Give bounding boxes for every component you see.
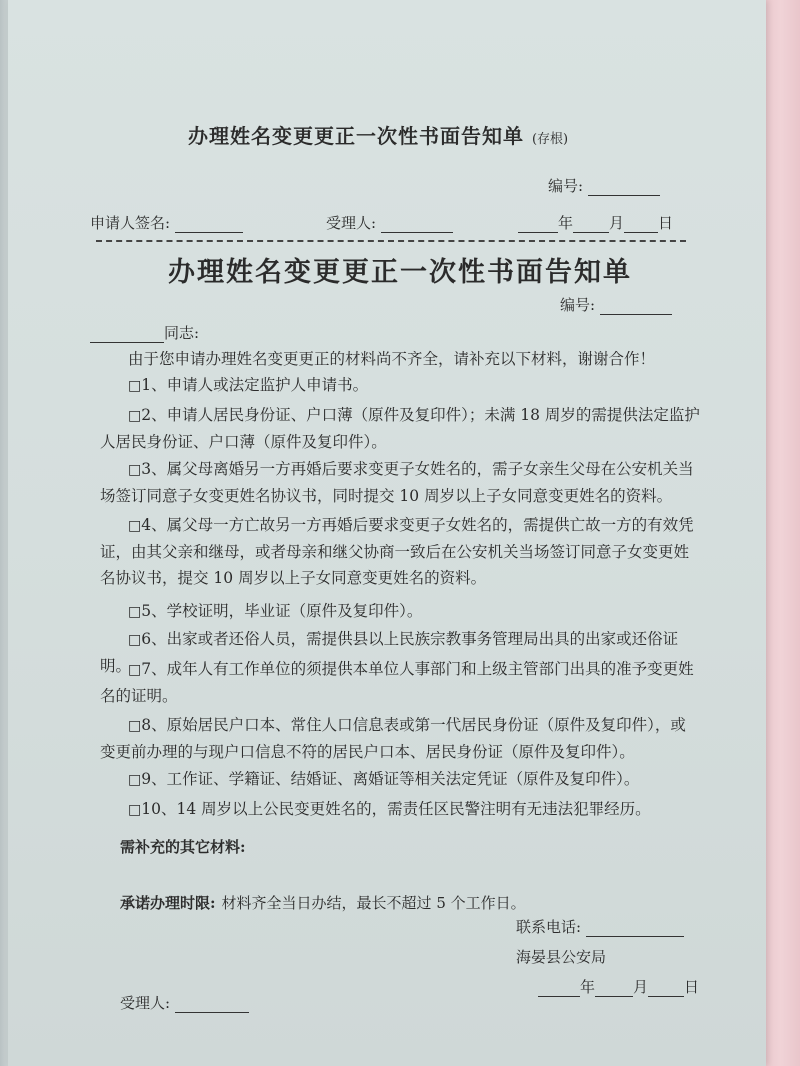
promise-text: 材料齐全当日办结，最长不超过 5 个工作日。 <box>221 894 526 912</box>
stub-title <box>188 120 568 149</box>
stub-month-blank <box>573 218 609 233</box>
item-text: 7、成年人有工作单位的须提供本单位人事部门和上级主管部门出具的准予变更姓名的证明。 <box>100 660 694 705</box>
notice-month-blank <box>595 982 633 997</box>
salutation-name-blank <box>90 328 164 343</box>
notice-handler-label: 受理人: <box>120 994 171 1012</box>
promise-label: 承诺办理时限: <box>120 894 216 912</box>
stub-title-text: 办理姓名变更更正一次性书面告知单 <box>188 124 524 148</box>
salutation <box>90 322 199 343</box>
list-item <box>100 402 700 455</box>
list-item <box>100 712 700 765</box>
list-item <box>100 766 700 793</box>
salutation-text: 同志: <box>164 324 200 342</box>
notice-year-label: 年 <box>580 978 596 996</box>
other-materials-label: 需补充的其它材料: <box>120 838 246 856</box>
checkbox-icon[interactable]: □ <box>128 772 142 788</box>
item-text: 2、申请人居民身份证、户口薄（原件及复印件）；未满 18 周岁的需提供法定监护人居民身份证、户口薄（原件及复印件）。 <box>100 406 700 451</box>
checkbox-icon[interactable]: □ <box>128 408 142 424</box>
stub-applicant-sign <box>90 212 243 233</box>
list-item <box>100 456 700 509</box>
checkbox-icon[interactable]: □ <box>128 378 142 394</box>
item-text: 5、学校证明，毕业证（原件及复印件）。 <box>141 602 423 620</box>
item-text: 4、属父母一方亡故另一方再婚后要求变更子女姓名的，需提供亡故一方的有效凭证，由其父亲和继母，或者母亲和继父协商一致后在公安机关当场签订同意子女变更姓名协议书，提交 10 周岁以上子女同意变更姓名的资料。 <box>100 516 694 587</box>
item-text: 9、工作证、学籍证、结婚证、离婚证等相关法定凭证（原件及复印件）。 <box>141 770 640 788</box>
item-text: 1、申请人或法定监护人申请书。 <box>141 376 369 394</box>
checkbox-icon[interactable]: □ <box>128 632 142 648</box>
checkbox-icon[interactable]: □ <box>128 604 142 620</box>
intro-paragraph: 由于您申请办理姓名变更更正的材料尚不齐全，请补充以下材料，谢谢合作！ <box>128 350 656 368</box>
checkbox-icon[interactable]: □ <box>128 462 142 478</box>
checkbox-icon[interactable]: □ <box>128 802 142 818</box>
item-text: 10、14 周岁以上公民变更姓名的，需责任区民警注明有无违法犯罪经历。 <box>141 800 651 818</box>
checkbox-icon[interactable]: □ <box>128 662 142 678</box>
phone-blank <box>586 922 684 937</box>
item-text: 8、原始居民户口本、常住人口信息表或第一代居民身份证（原件及复印件），或变更前办理的与现户口信息不符的居民户口本、居民身份证（原件及复印件）。 <box>100 716 686 761</box>
notice-title: 办理姓名变更更正一次性书面告知单 <box>168 257 632 288</box>
item-text: 6、出家或者还俗人员，需提供县以上民族宗教事务管理局出具的出家或还俗证明。 <box>100 630 679 675</box>
stub-year-blank <box>518 218 558 233</box>
stub-serial <box>548 175 660 196</box>
notice-handler <box>120 992 249 1013</box>
notice-month-label: 月 <box>633 978 649 996</box>
contact-phone <box>516 916 684 937</box>
form-sheet <box>8 0 766 1066</box>
stub-serial-label: 编号: <box>548 177 584 195</box>
notice-day-label: 日 <box>684 978 700 996</box>
list-item <box>100 512 700 591</box>
stub-day-label: 日 <box>658 214 674 232</box>
checkbox-icon[interactable]: □ <box>128 718 142 734</box>
stub-serial-blank <box>588 181 660 196</box>
issuer-name: 海晏县公安局 <box>516 948 607 966</box>
list-item <box>100 598 700 625</box>
stub-applicant-sign-label: 申请人签名: <box>90 214 171 232</box>
stub-applicant-sign-blank <box>175 218 243 233</box>
stub-date <box>518 212 673 233</box>
notice-day-blank <box>648 982 684 997</box>
item-text: 3、属父母离婚另一方再婚后要求变更子女姓名的，需子女亲生父母在公安机关当场签订同意子女变更姓名协议书，同时提交 10 周岁以上子女同意变更姓名的资料。 <box>100 460 694 505</box>
checkbox-icon[interactable]: □ <box>128 518 142 534</box>
stub-title-note: (存根) <box>531 132 569 147</box>
notice-serial-label: 编号: <box>560 296 596 314</box>
promise-line <box>120 892 526 913</box>
list-item <box>100 656 700 709</box>
notice-date <box>538 976 699 997</box>
notice-handler-blank <box>175 998 249 1013</box>
stub-handler-label: 受理人: <box>326 214 377 232</box>
list-item <box>100 796 700 823</box>
notice-serial <box>560 294 672 315</box>
tear-line <box>96 240 686 242</box>
stub-year-label: 年 <box>558 214 574 232</box>
notice-year-blank <box>538 982 580 997</box>
list-item <box>100 372 700 399</box>
stub-month-label: 月 <box>609 214 625 232</box>
phone-label: 联系电话: <box>516 918 582 936</box>
notice-serial-blank <box>600 300 672 315</box>
stub-handler <box>326 212 453 233</box>
stub-day-blank <box>624 218 658 233</box>
stub-handler-blank <box>381 218 453 233</box>
